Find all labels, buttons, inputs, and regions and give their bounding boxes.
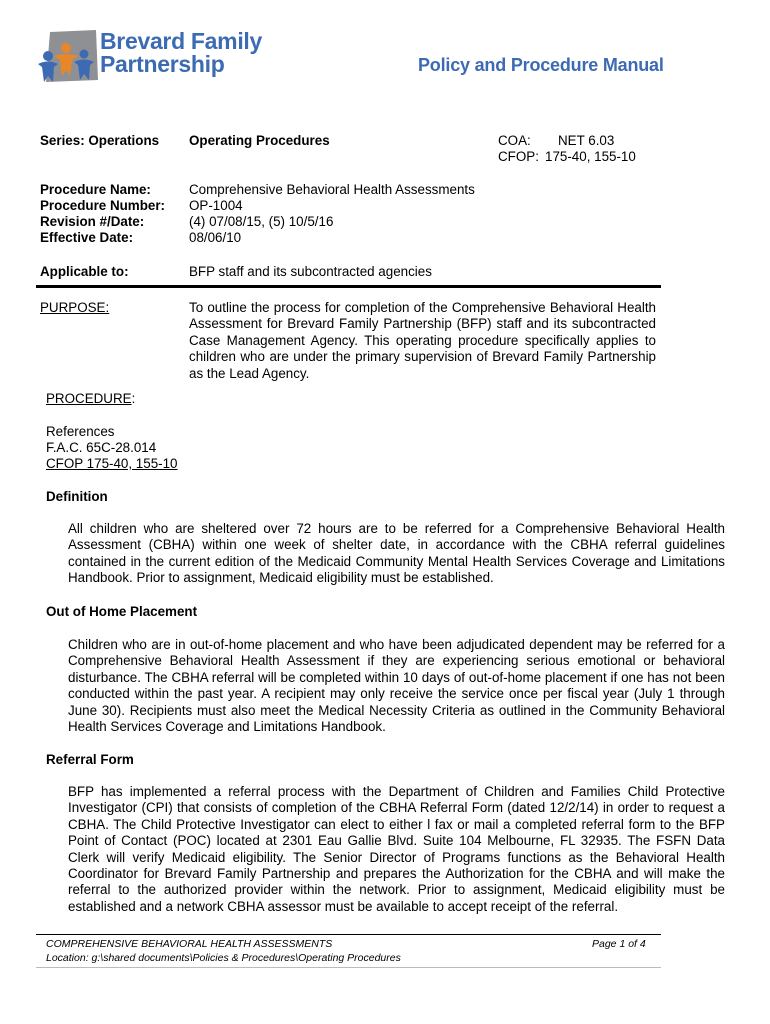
purpose-label: PURPOSE: (40, 300, 110, 315)
manual-title: Policy and Procedure Manual (418, 55, 664, 75)
procedure-name-label: Procedure Name: (40, 182, 151, 197)
revision-date-value: (4) 07/08/15, (5) 10/5/16 (189, 214, 334, 229)
procedure-label-colon: : (131, 391, 136, 406)
procedure-number-value: OP-1004 (189, 198, 243, 213)
referral-form-heading: Referral Form (46, 752, 134, 767)
procedure-number-label: Procedure Number: (40, 198, 166, 213)
applicable-label: Applicable to: (40, 264, 129, 279)
purpose-text: To outline the process for completion of the Comprehensive Behavioral Health Assessment for Brevard Family Partnership (BFP) staff and its subcontracted Case Management Agency. This operating procedure specifically applies to children who are under the primary supervision of Brevard Family Partnership as the Lead Agency. (189, 300, 656, 381)
procedure-heading (46, 391, 135, 407)
procedure-name-value: Comprehensive Behavioral Health Assessments (189, 182, 475, 197)
logo (36, 26, 266, 86)
footer-location: Location: g:\shared documents\Policies & Procedures\Operating Procedures (46, 952, 401, 964)
procedure-label: PROCEDURE (46, 391, 132, 406)
footer-page-number: Page 1 of 4 (592, 938, 646, 950)
reference-cfop: CFOP 175-40, 155-10 (46, 456, 178, 471)
referral-form-text: BFP has implemented a referral process with the Department of Children and Families Child Protective Investigator (CPI) that consists of completion of the CBHA Referral Form (dated 12/2/14) in order to request a CBHA. The Child Protective Investigator can elect to either l fax or mail a completed referral form to the BFP Point of Contact (POC) located at 2301 Eau Gallie Blvd. Suite 104 Melbourne, FL 32935. The FSFN Data Clerk will verify Medicaid eligibility. The Senior Director of Programs functions as the Behavioral Health Coordinator for Brevard Family Partnership and prepares the Authorization for the CBHA and will make the referral to the authorized provider within the network. Prior to assignment, Medicaid eligibility must be established and a network CBHA assessor must be available to accept receipt of the referral. (68, 784, 725, 914)
footer-divider (36, 934, 661, 935)
coa-value: NET 6.03 (558, 133, 615, 148)
coa-label: COA: (498, 133, 531, 148)
out-of-home-heading: Out of Home Placement (46, 604, 198, 619)
footer-bottom-divider (36, 967, 661, 968)
references-heading: References (46, 424, 115, 439)
family-figures-icon (36, 26, 102, 86)
revision-date-label: Revision #/Date: (40, 214, 145, 229)
logo-line-2: Partnership (100, 51, 225, 77)
applicable-value: BFP staff and its subcontracted agencies (189, 264, 432, 279)
logo-line-1: Brevard Family (100, 28, 262, 54)
out-of-home-text: Children who are in out-of-home placement and who have been adjudicated dependent may be referred for a Comprehensive Behavioral Health Assessment if they are experiencing serious emotional or behavioral disturbance. The CBHA referral will be completed within 10 days of out-of-home placement if one has not been conducted within the past year. A recipient may only receive the service once per fiscal year (July 1 through June 30). Recipients must also meet the Medical Necessity Criteria as outlined in the Community Behavioral Health Services Coverage and Limitations Handbook. (68, 637, 725, 735)
footer-doc-title: COMPREHENSIVE BEHAVIORAL HEALTH ASSESSMENTS (46, 938, 333, 950)
header-divider (36, 285, 661, 288)
definition-heading: Definition (46, 489, 108, 504)
definition-text: All children who are sheltered over 72 hours are to be referred for a Comprehensive Behavioral Health Assessment (CBHA) within one week of shelter date, in accordance with the CBHA referral guidelines contained in the current edition of the Medicaid Community Mental Health Services Coverage and Limitations Handbook. Prior to assignment, Medicaid eligibility must be established. (68, 521, 725, 586)
effective-date-value: 08/06/10 (189, 230, 242, 245)
series-value: Operating Procedures (189, 133, 330, 148)
cfop-label: CFOP: (498, 149, 539, 164)
cfop-value: 175-40, 155-10 (545, 149, 636, 164)
effective-date-label: Effective Date: (40, 230, 134, 245)
series-label: Series: Operations (40, 133, 160, 148)
reference-fac: F.A.C. 65C-28.014 (46, 440, 157, 455)
